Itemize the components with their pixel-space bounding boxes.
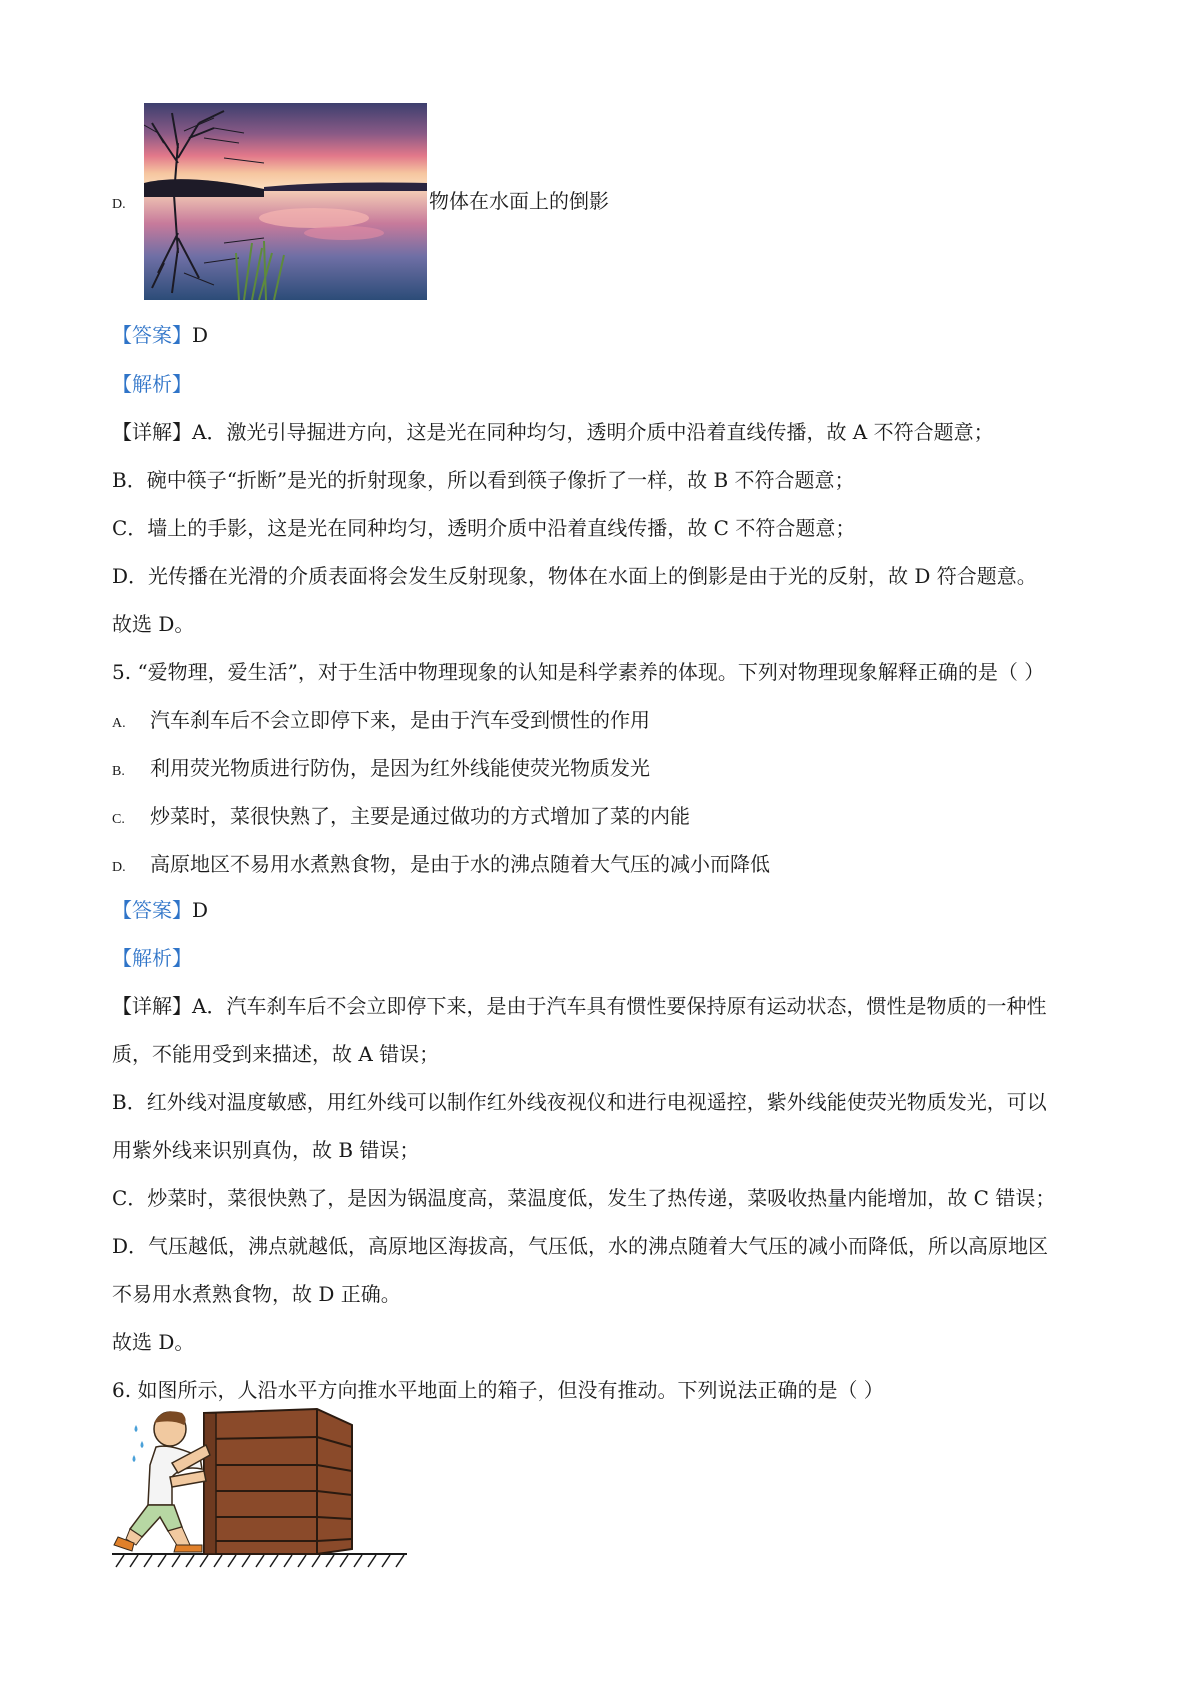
detail-text: A．汽车刹车后不会立即停下来，是由于汽车具有惯性要保持原有运动状态，惯性是物质的一种性 (192, 994, 1047, 1018)
detail-line: B．碗中筷子“折断”是光的折射现象，所以看到筷子像折了一样，故 B 不符合题意； (112, 468, 855, 492)
lake-reflection-image (144, 103, 427, 300)
question-stem: 5. “爱物理，爱生活”，对于生活中物理现象的认知是科学素养的体现。下列对物理现象解释正确的是（ ） (112, 660, 1045, 684)
detail-line (112, 992, 1046, 1020)
option-letter: C. (112, 812, 125, 827)
detail-line: 不易用水煮熟食物，故 D 正确。 (112, 1282, 401, 1306)
detail-line: D．气压越低，沸点就越低，高原地区海拔高，气压低，水的沸点随着大气压的减小而降低，所以高原地区 (112, 1234, 1049, 1258)
detail-line: 质，不能用受到来描述，故 A 错误； (112, 1042, 440, 1066)
option-text: 高原地区不易用水煮熟食物，是由于水的沸点随着大气压的减小而降低 (150, 852, 770, 876)
option-row (112, 706, 650, 738)
detail-line: 用紫外线来识别真伪，故 B 错误； (112, 1138, 420, 1162)
detail-line: C．墙上的手影，这是光在同种均匀，透明介质中沿着直线传播，故 C 不符合题意； (112, 516, 856, 540)
detail-line (112, 418, 994, 446)
answer-line (112, 896, 208, 924)
detail-line: C．炒菜时，菜很快熟了，是因为锅温度高，菜温度低，发生了热传递，菜吸收热量内能增加，故 C 错误； (112, 1186, 1056, 1210)
answer-tag: 【答案】 (112, 898, 192, 922)
conclusion: 故选 D。 (112, 612, 195, 636)
option-letter: B. (112, 764, 125, 779)
option-d-text: 物体在水面上的倒影 (429, 189, 609, 213)
detail-text: A．激光引导掘进方向，这是光在同种均匀，透明介质中沿着直线传播，故 A 不符合题意； (192, 420, 994, 444)
question-stem: 6. 如图所示，人沿水平方向推水平地面上的箱子，但没有推动。下列说法正确的是（ ） (112, 1378, 884, 1402)
option-row (112, 802, 690, 834)
detail-tag: 【详解】 (112, 994, 192, 1018)
detail-tag: 【详解】 (112, 420, 192, 444)
option-row (112, 850, 770, 882)
option-letter: A. (112, 716, 126, 731)
answer-line (112, 321, 208, 349)
analysis-tag: 【解析】 (112, 372, 192, 396)
detail-line: B．红外线对温度敏感，用红外线可以制作红外线夜视仪和进行电视遥控，紫外线能使荧光物质发光，可以 (112, 1090, 1047, 1114)
conclusion: 故选 D。 (112, 1330, 195, 1354)
analysis-tag: 【解析】 (112, 946, 192, 970)
option-text: 利用荧光物质进行防伪，是因为红外线能使荧光物质发光 (150, 756, 650, 780)
answer-value: D (192, 898, 209, 922)
option-text: 炒菜时，菜很快熟了，主要是通过做功的方式增加了菜的内能 (150, 804, 690, 828)
person-pushing-box-figure (112, 1405, 407, 1570)
option-letter: D. (112, 197, 126, 212)
detail-line: D．光传播在光滑的介质表面将会发生反射现象，物体在水面上的倒影是由于光的反射，故 D 符合题意。 (112, 564, 1037, 588)
option-letter: D. (112, 860, 126, 875)
answer-tag: 【答案】 (112, 323, 192, 347)
option-text: 汽车刹车后不会立即停下来，是由于汽车受到惯性的作用 (150, 708, 650, 732)
option-row (112, 754, 650, 786)
answer-value: D (192, 323, 209, 347)
